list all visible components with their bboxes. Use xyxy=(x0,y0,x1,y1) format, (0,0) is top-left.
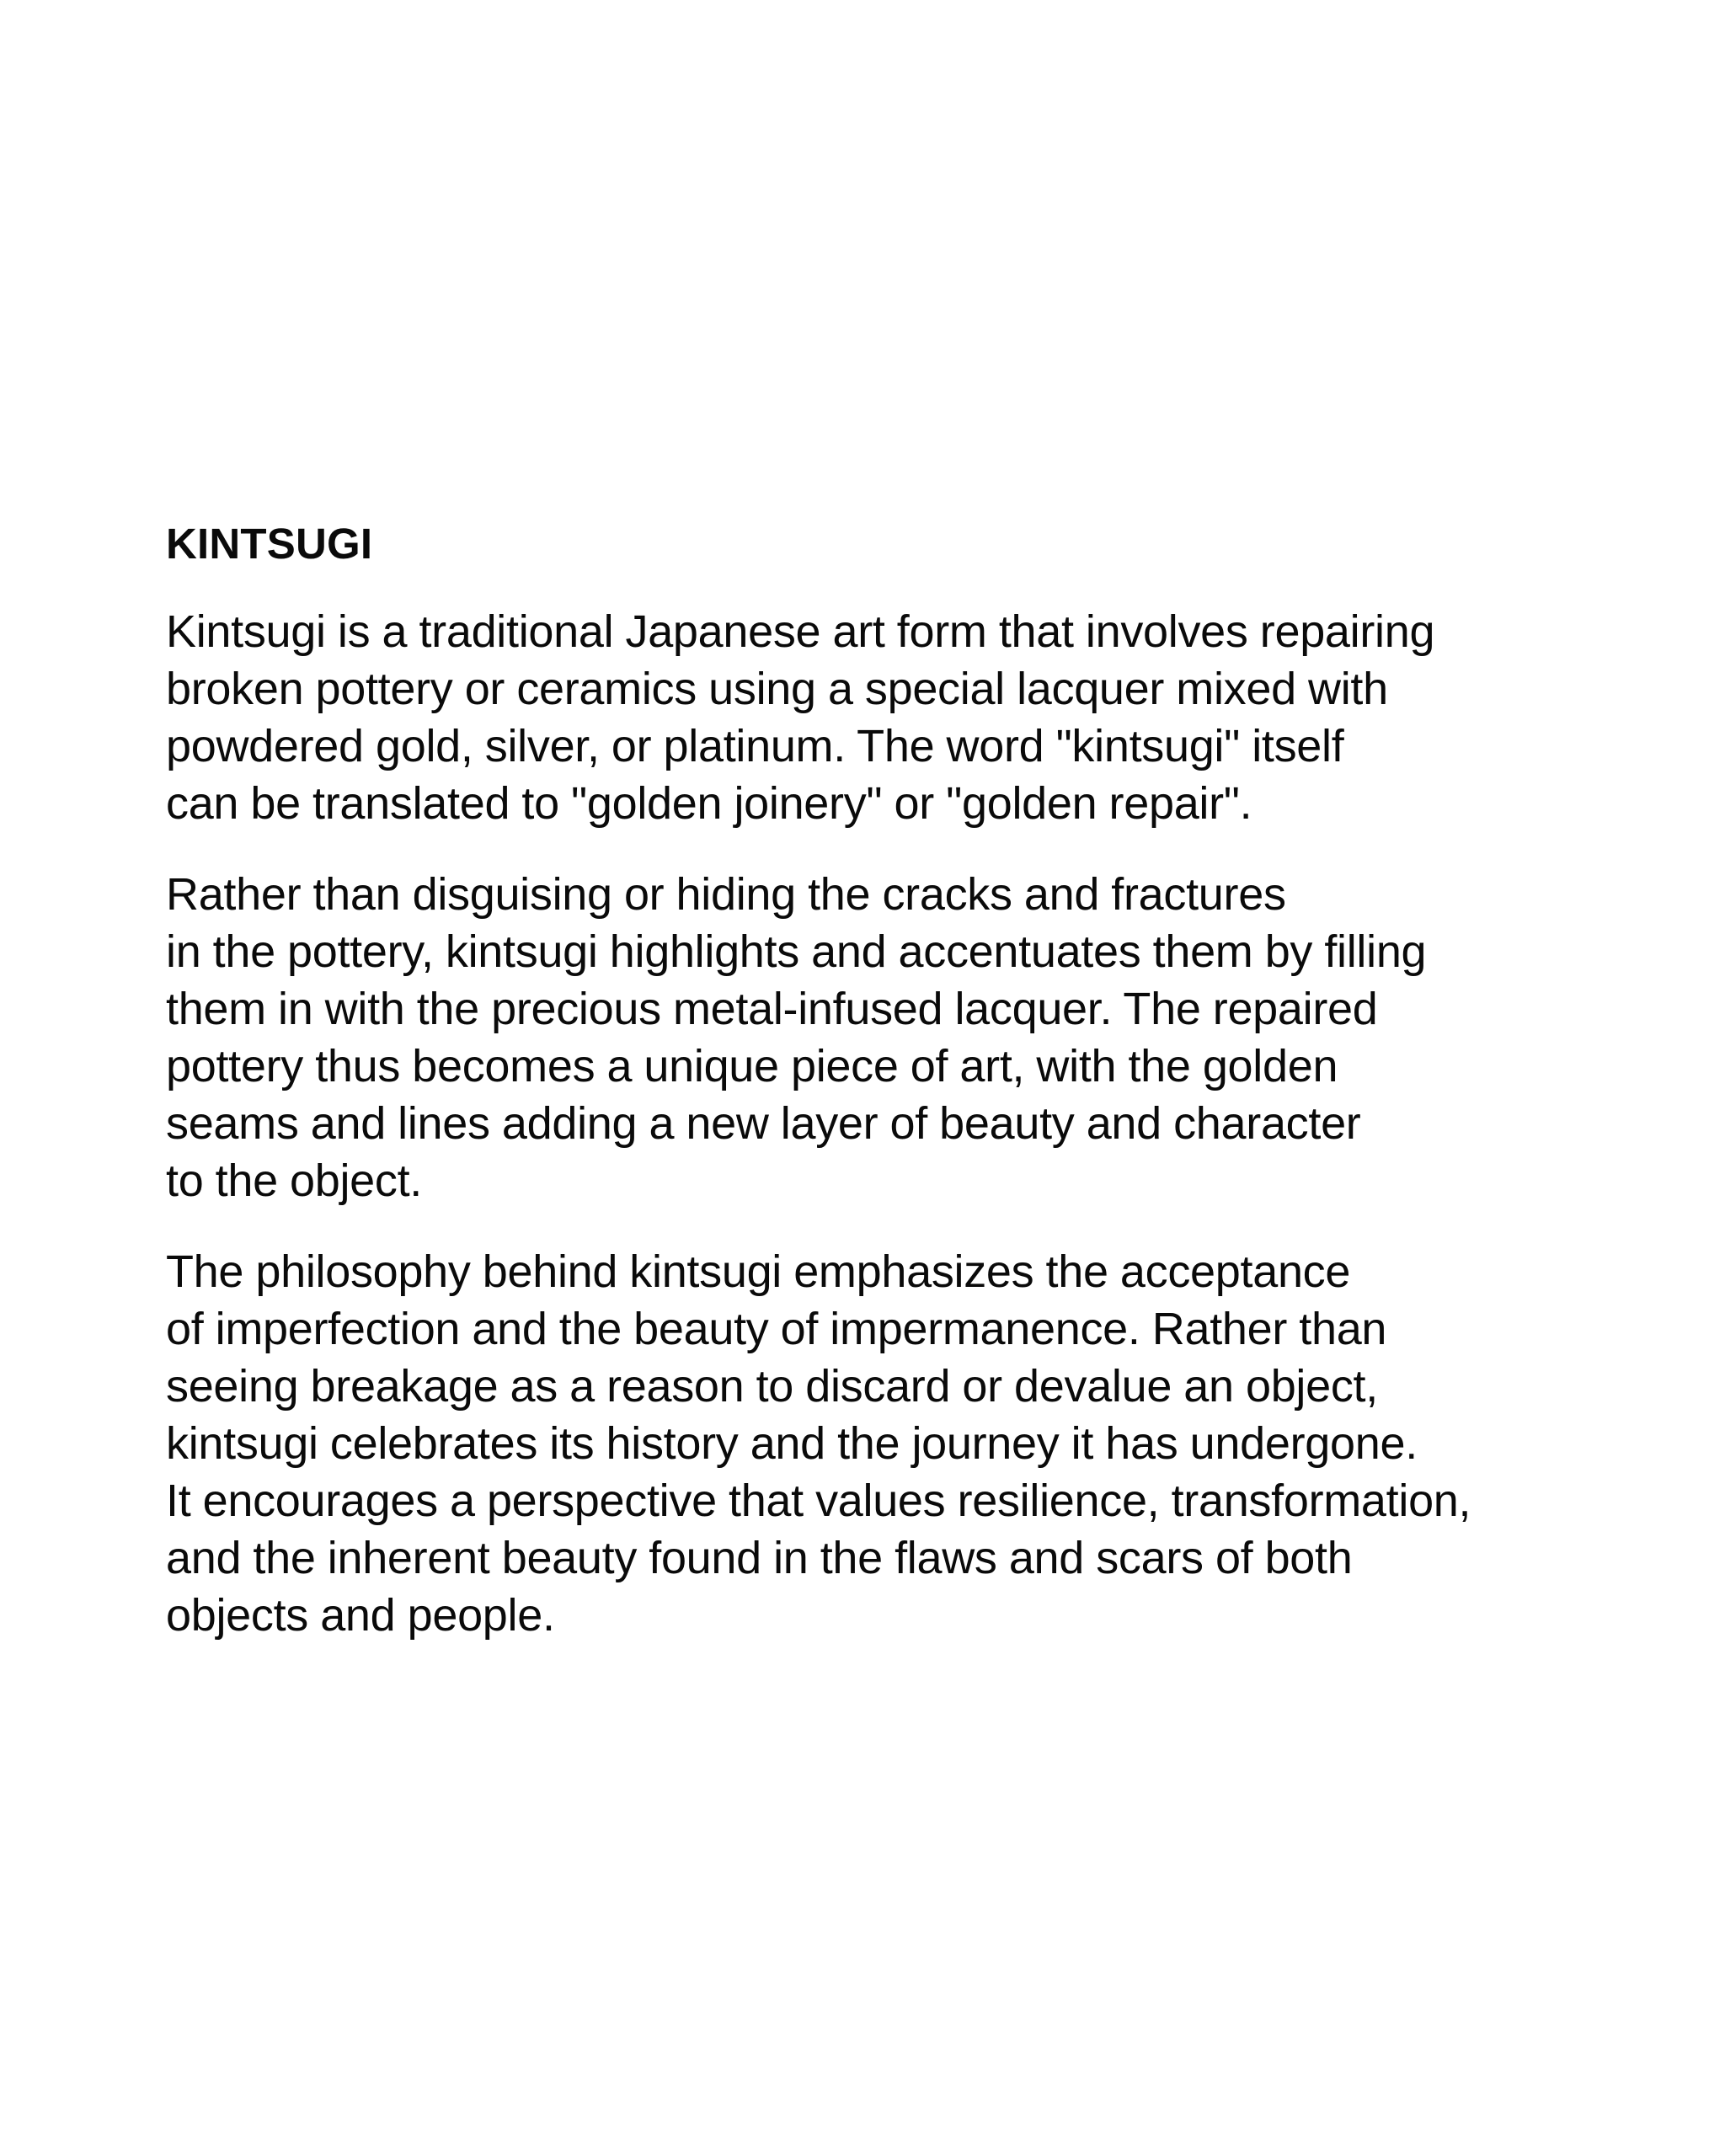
paragraph-1 xyxy=(166,603,1615,832)
paragraph-line: Rather than disguising or hiding the cracks and fractures xyxy=(166,869,1286,920)
paragraph-line: of imperfection and the beauty of impermanence. Rather than xyxy=(166,1304,1387,1354)
paragraph-line: pottery thus becomes a unique piece of art, with the golden xyxy=(166,1041,1338,1091)
paragraph-line: seeing breakage as a reason to discard or devalue an object, xyxy=(166,1361,1378,1412)
paragraph-2 xyxy=(166,866,1615,1209)
paragraph-line: The philosophy behind kintsugi emphasizes the acceptance xyxy=(166,1246,1351,1297)
paragraph-line: objects and people. xyxy=(166,1590,555,1641)
paragraph-line: in the pottery, kintsugi highlights and accentuates them by filling xyxy=(166,926,1427,977)
paragraph-line: broken pottery or ceramics using a special lacquer mixed with xyxy=(166,664,1388,714)
paragraph-line: kintsugi celebrates its history and the journey it has undergone. xyxy=(166,1418,1418,1469)
paragraph-line: Kintsugi is a traditional Japanese art form that involves repairing xyxy=(166,606,1435,657)
paragraph-line: to the object. xyxy=(166,1155,423,1206)
paragraph-line: powdered gold, silver, or platinum. The word "kintsugi" itself xyxy=(166,721,1344,771)
paragraph-line: can be translated to "golden joinery" or "golden repair". xyxy=(166,778,1252,829)
paragraph-line: and the inherent beauty found in the flaws and scars of both xyxy=(166,1533,1353,1583)
paragraph-3 xyxy=(166,1243,1615,1644)
paragraph-line: It encourages a perspective that values resilience, transformation, xyxy=(166,1476,1471,1526)
document-title: KINTSUGI xyxy=(166,520,373,568)
paragraph-line: seams and lines adding a new layer of beauty and character xyxy=(166,1098,1361,1149)
document xyxy=(166,515,1615,1678)
paragraph-line: them in with the precious metal-infused lacquer. The repaired xyxy=(166,984,1378,1034)
